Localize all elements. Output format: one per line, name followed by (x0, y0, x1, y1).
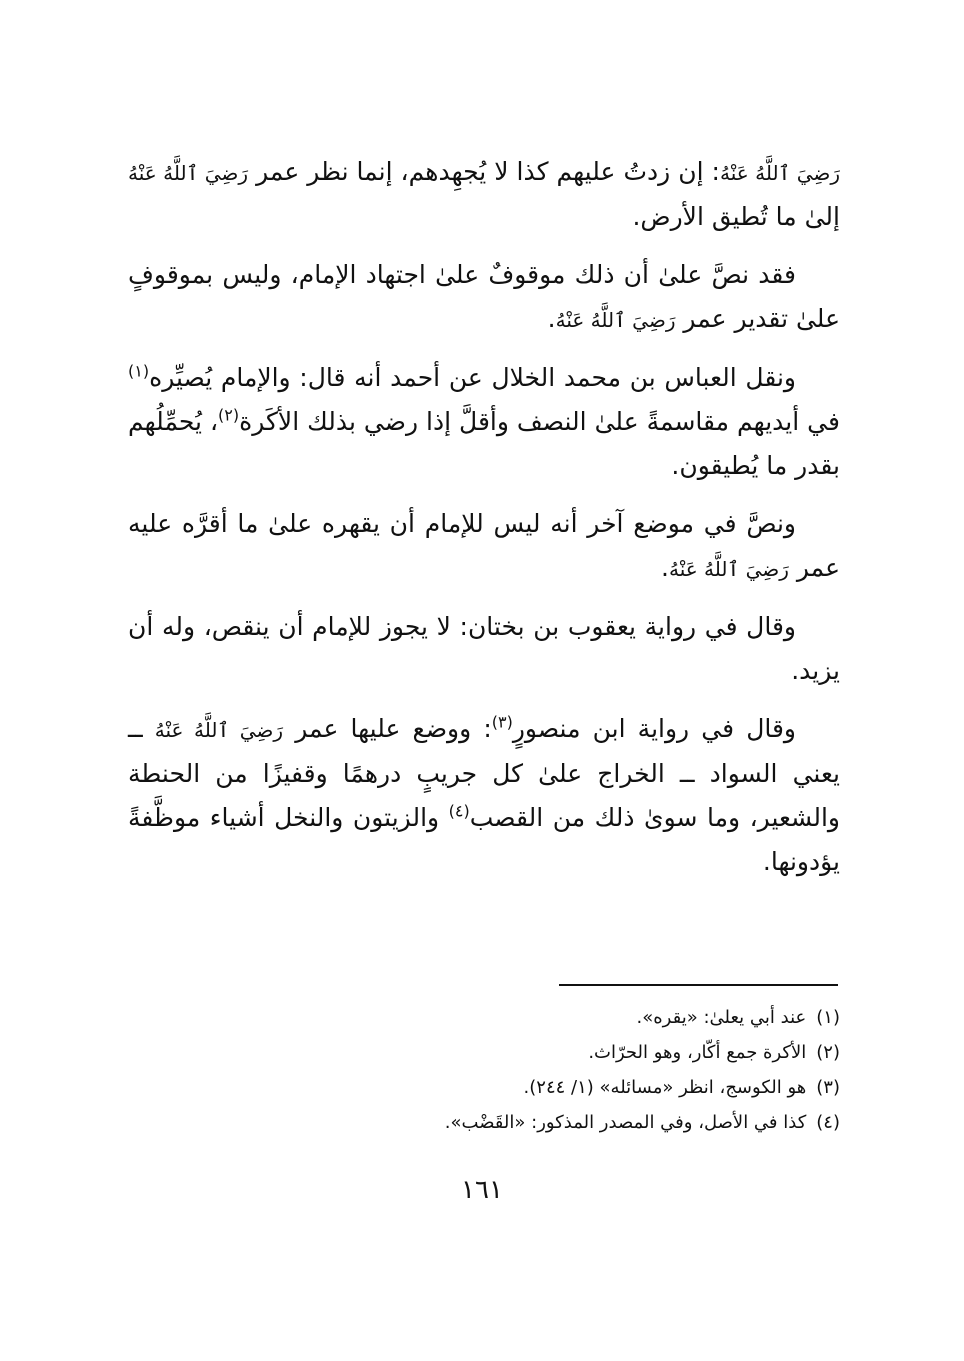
paragraph (128, 150, 840, 239)
main-text (128, 150, 840, 898)
text-run: وقال في رواية يعقوب بن بختان: لا يجوز للإمام أن ينقص، وله أن يزيد. (128, 612, 840, 685)
footnote (128, 1000, 840, 1035)
footnote-number: (٢) (816, 1042, 840, 1063)
text-run: وقال في رواية ابن منصورٍ (512, 714, 796, 743)
footnote-text: هو الكوسج، انظر «مسائله» (١/ ٢٤٤). (523, 1077, 807, 1098)
text-run: . (661, 553, 669, 582)
footnote-number: (١) (816, 1007, 840, 1028)
page-number: ١٦١ (461, 1175, 503, 1205)
text-run: ــ يعني السواد ــ الخراج علىٰ كل جريبٍ درهمًا وقفيزًا من الحنطة والشعير، وما سوىٰ ذلك من القصب (128, 714, 840, 832)
footnote-reference: (١) (128, 361, 150, 381)
text-run: . (547, 304, 556, 333)
footnote-text: كذا في الأصل، وفي المصدر المذكور: «القَضْب». (444, 1112, 807, 1133)
footnote-number: (٣) (816, 1077, 840, 1098)
paragraph (128, 502, 840, 591)
honorific-phrase: رَضِيَ ٱللَّهُ عَنْهُ (555, 308, 676, 332)
footnotes (128, 1000, 840, 1140)
paragraph (128, 356, 840, 488)
paragraph (128, 253, 840, 342)
paragraph (128, 707, 840, 884)
text-run: : إن زدتُ عليهم كذا لا يُجهِدهم، إنما نظر عمر (248, 157, 720, 186)
text-run: ونصَّ في موضع آخر أنه ليس للإمام أن يقهره علىٰ ما أقرَّه عليه عمر (128, 509, 840, 582)
footnote-number: (٤) (816, 1112, 840, 1133)
footnote (128, 1070, 840, 1105)
text-run: والزيتون والنخل أشياء موظَّفةً يؤدونها. (128, 803, 840, 876)
footnote-separator (559, 984, 838, 986)
text-run: إلىٰ ما تُطيق الأرض. (632, 202, 840, 231)
footnote-text: عند أبي يعلىٰ: «يقره». (636, 1007, 807, 1028)
footnote (128, 1105, 840, 1140)
footnote-reference: (٣) (491, 712, 513, 732)
footnote-reference: (٤) (448, 801, 470, 821)
text-run: في أيديهم مقاسمةً علىٰ النصف وأقلَّ إذا رضي بذلك الأكَرة (239, 407, 840, 436)
honorific-phrase: رَضِيَ ٱللَّهُ عَنْهُ (128, 161, 249, 185)
text-run: ونقل العباس بن محمد الخلال عن أحمد أنه قال: والإمام يُصيِّره (149, 363, 796, 392)
honorific-phrase: رَضِيَ ٱللَّهُ عَنْهُ (669, 557, 789, 581)
text-run: ، يُحمِّلُهم بقدر ما يُطيقون. (128, 407, 840, 480)
text-run: فقد نصَّ علىٰ أن ذلك موقوفٌ علىٰ اجتهاد الإمام، وليس بموقوفٍ علىٰ تقدير عمر (128, 260, 840, 333)
footnote (128, 1035, 840, 1070)
text-run: : ووضع عليها عمر (283, 714, 492, 743)
footnote-text: الأكرة جمع أكّار، وهو الحرّاث. (588, 1042, 807, 1063)
honorific-phrase: رَضِيَ ٱللَّهُ عَنْهُ (154, 718, 284, 742)
footnote-reference: (٢) (218, 405, 240, 425)
paragraph (128, 605, 840, 693)
honorific-phrase: رَضِيَ ٱللَّهُ عَنْهُ (719, 161, 841, 185)
